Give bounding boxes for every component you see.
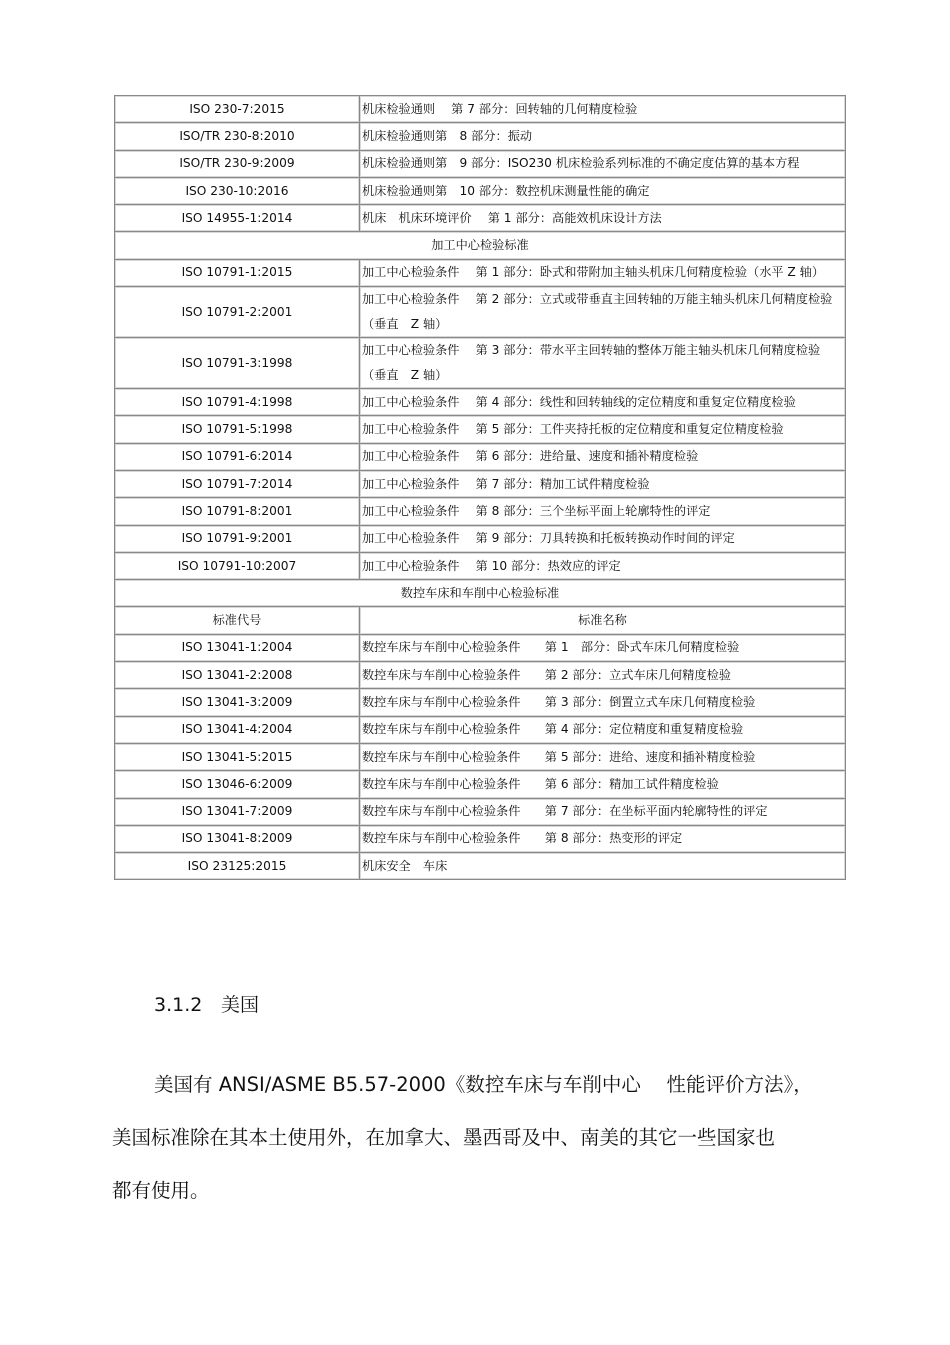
standard-code: ISO 10791-1:2015 bbox=[115, 260, 360, 287]
standard-name: 加工中心检验条件 第 1 部分：卧式和带附加主轴头机床几何精度检验（水平 Z 轴） bbox=[360, 260, 846, 287]
standard-name: 机床 机床环境评价 第 1 部分：高能效机床设计方法 bbox=[360, 205, 846, 232]
standard-name: 加工中心检验条件 第 9 部分：刀具转换和托板转换动作时间的评定 bbox=[360, 526, 846, 553]
table-row bbox=[115, 635, 846, 662]
header-row bbox=[115, 607, 846, 634]
standard-name: 加工中心检验条件 第 6 部分：进给量、速度和插补精度检验 bbox=[360, 444, 846, 471]
standard-name: 数控车床与车削中心检验条件 第 7 部分：在坐标平面内轮廓特性的评定 bbox=[360, 799, 846, 826]
table-row bbox=[115, 717, 846, 744]
table-row bbox=[115, 178, 846, 205]
standard-code: ISO 13041-5:2015 bbox=[115, 744, 360, 771]
table-row bbox=[115, 744, 846, 771]
table-row bbox=[115, 205, 846, 232]
standard-code: ISO 10791-7:2014 bbox=[115, 471, 360, 498]
body-paragraph bbox=[112, 1058, 842, 1217]
table-row bbox=[115, 416, 846, 443]
standard-name: 加工中心检验条件 第 10 部分：热效应的评定 bbox=[360, 553, 846, 580]
table-row bbox=[115, 444, 846, 471]
table-row bbox=[115, 553, 846, 580]
table-row bbox=[115, 260, 846, 287]
table-row bbox=[115, 526, 846, 553]
section-row bbox=[115, 232, 846, 259]
standard-name: 机床检验通则第 10 部分：数控机床测量性能的确定 bbox=[360, 178, 846, 205]
section-number: 3.1.2 bbox=[154, 994, 203, 1016]
standard-name: 机床安全 车床 bbox=[360, 853, 846, 880]
standard-name: 加工中心检验条件 第 5 部分：工件夹持托板的定位精度和重复定位精度检验 bbox=[360, 416, 846, 443]
table-row bbox=[115, 826, 846, 853]
standard-code: ISO/TR 230-8:2010 bbox=[115, 123, 360, 150]
standard-name: 加工中心检验条件 第 8 部分：三个坐标平面上轮廓特性的评定 bbox=[360, 498, 846, 525]
standard-name: 数控车床与车削中心检验条件 第 1 部分：卧式车床几何精度检验 bbox=[360, 635, 846, 662]
standard-code: ISO 13041-4:2004 bbox=[115, 717, 360, 744]
standard-name: 加工中心检验条件 第 2 部分：立式或带垂直主回转轴的万能主轴头机床几何精度检验（垂直 Z 轴） bbox=[360, 287, 846, 338]
standard-name: 机床检验通则第 9 部分：ISO230 机床检验系列标准的不确定度估算的基本方程 bbox=[360, 151, 846, 178]
standard-code: ISO 10791-10:2007 bbox=[115, 553, 360, 580]
standard-code: ISO 230-10:2016 bbox=[115, 178, 360, 205]
standard-code: ISO 13041-2:2008 bbox=[115, 662, 360, 689]
paragraph-line: 都有使用。 bbox=[112, 1179, 210, 1202]
section-heading bbox=[154, 990, 259, 1017]
table-row bbox=[115, 338, 846, 389]
paragraph-line: 美国标准除在其本土使用外，在加拿大、墨西哥及中、南美的其它一些国家也 bbox=[112, 1126, 776, 1149]
standard-code: ISO 10791-4:1998 bbox=[115, 389, 360, 416]
table-row bbox=[115, 96, 846, 123]
standard-code: ISO 13041-8:2009 bbox=[115, 826, 360, 853]
standard-code: ISO 10791-5:1998 bbox=[115, 416, 360, 443]
standard-code: ISO 10791-2:2001 bbox=[115, 287, 360, 338]
table-row bbox=[115, 799, 846, 826]
standard-name: 数控车床与车削中心检验条件 第 6 部分：精加工试件精度检验 bbox=[360, 771, 846, 798]
standard-code: ISO 13046-6:2009 bbox=[115, 771, 360, 798]
standard-name: 数控车床与车削中心检验条件 第 3 部分：倒置立式车床几何精度检验 bbox=[360, 689, 846, 716]
table-row bbox=[115, 662, 846, 689]
standard-code: ISO 10791-3:1998 bbox=[115, 338, 360, 389]
section-row bbox=[115, 580, 846, 607]
table-row bbox=[115, 287, 846, 338]
standard-name: 数控车床与车削中心检验条件 第 4 部分：定位精度和重复精度检验 bbox=[360, 717, 846, 744]
standard-name: 加工中心检验条件 第 4 部分：线性和回转轴线的定位精度和重复定位精度检验 bbox=[360, 389, 846, 416]
standard-name: 数控车床与车削中心检验条件 第 8 部分：热变形的评定 bbox=[360, 826, 846, 853]
standard-name: 加工中心检验条件 第 3 部分：带水平主回转轴的整体万能主轴头机床几何精度检验（垂直 Z 轴） bbox=[360, 338, 846, 389]
table-row bbox=[115, 771, 846, 798]
table-row bbox=[115, 853, 846, 880]
table-row bbox=[115, 498, 846, 525]
table-row bbox=[115, 123, 846, 150]
standards-table bbox=[114, 95, 846, 880]
standard-name: 加工中心检验条件 第 7 部分：精加工试件精度检验 bbox=[360, 471, 846, 498]
table-row bbox=[115, 471, 846, 498]
standard-code: ISO 10791-8:2001 bbox=[115, 498, 360, 525]
table-row bbox=[115, 151, 846, 178]
standard-code: ISO 23125:2015 bbox=[115, 853, 360, 880]
standard-code: ISO 13041-7:2009 bbox=[115, 799, 360, 826]
standard-name: 数控车床与车削中心检验条件 第 2 部分：立式车床几何精度检验 bbox=[360, 662, 846, 689]
section-machining-centers: 加工中心检验标准 bbox=[115, 232, 846, 259]
standard-name: 机床检验通则 第 7 部分：回转轴的几何精度检验 bbox=[360, 96, 846, 123]
standard-code: ISO 14955-1:2014 bbox=[115, 205, 360, 232]
section-lathes: 数控车床和车削中心检验标准 bbox=[115, 580, 846, 607]
standard-name: 机床检验通则第 8 部分：振动 bbox=[360, 123, 846, 150]
standard-code: ISO 10791-6:2014 bbox=[115, 444, 360, 471]
standard-code: ISO/TR 230-9:2009 bbox=[115, 151, 360, 178]
standard-code: ISO 230-7:2015 bbox=[115, 96, 360, 123]
column-header-code: 标准代号 bbox=[115, 607, 360, 634]
section-title: 美国 bbox=[221, 994, 260, 1016]
column-header-name: 标准名称 bbox=[360, 607, 846, 634]
standard-code: ISO 13041-1:2004 bbox=[115, 635, 360, 662]
paragraph-line: 美国有 ANSI/ASME B5.57-2000《数控车床与车削中心 性能评价方法》， bbox=[154, 1073, 813, 1096]
table-row bbox=[115, 689, 846, 716]
standard-code: ISO 13041-3:2009 bbox=[115, 689, 360, 716]
table-row bbox=[115, 389, 846, 416]
standard-name: 数控车床与车削中心检验条件 第 5 部分：进给、速度和插补精度检验 bbox=[360, 744, 846, 771]
standard-code: ISO 10791-9:2001 bbox=[115, 526, 360, 553]
